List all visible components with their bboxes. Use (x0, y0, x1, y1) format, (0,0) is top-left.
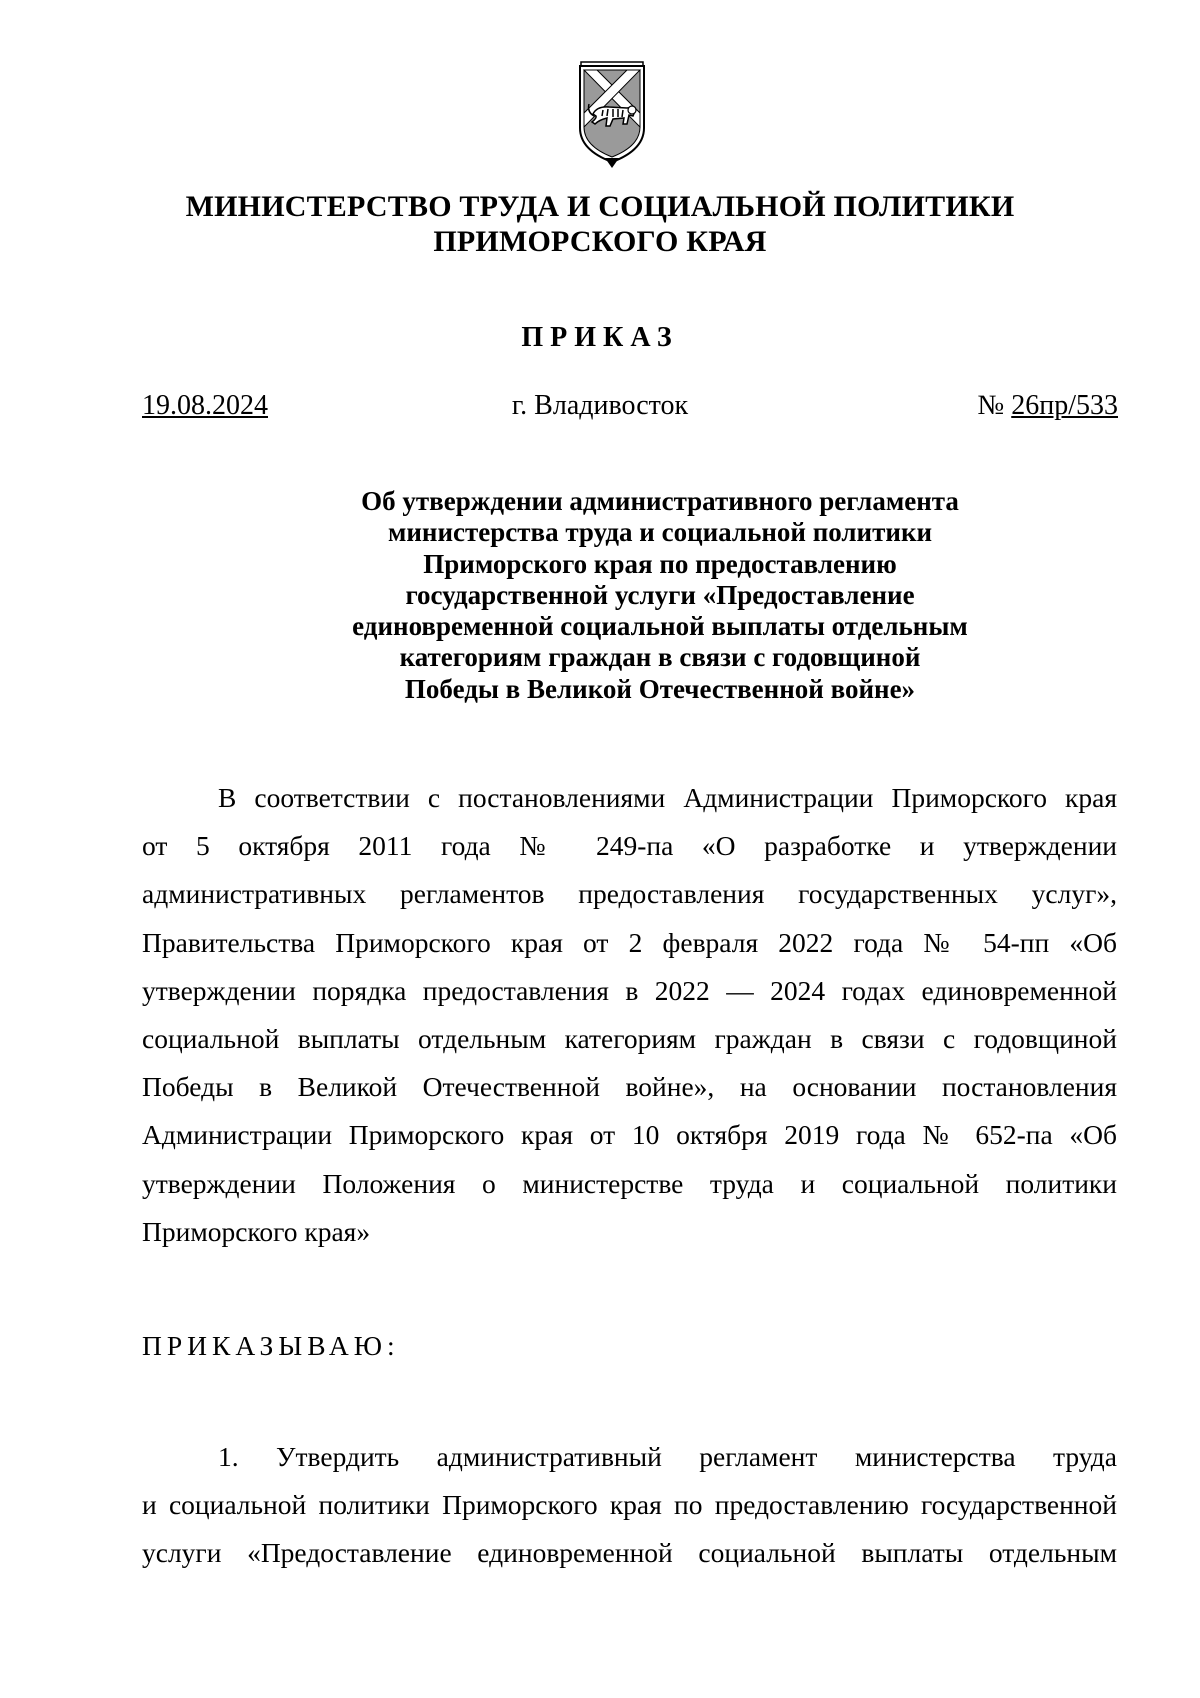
item-line: 1. Утвердить административный регламент министерства труда (218, 1441, 1117, 1472)
subject-line: категориям граждан в связи с годовщиной (399, 642, 921, 673)
preamble-line: утверждении Положения о министерстве труда и социальной политики (142, 1167, 1117, 1199)
order-number-prefix: № (977, 390, 1012, 421)
subject-line: государственной услуги «Предоставление (405, 579, 915, 610)
subject-line: министерства труда и социальной политики (387, 517, 933, 548)
item-line: услуги «Предоставление единовременной социальной выплаты отдельным (142, 1537, 1117, 1569)
preamble-line: В соответствии с постановлениями Администрации Приморского края (218, 782, 1117, 813)
ministry-name-line2: ПРИМОРСКОГО КРАЯ (433, 225, 767, 258)
item-line: и социальной политики Приморского края по предоставлению государственной (142, 1489, 1117, 1521)
order-number-value: 26пр/533 (1011, 390, 1118, 421)
order-city: г. Владивосток (511, 390, 689, 421)
ministry-name-line1: МИНИСТЕРСТВО ТРУДА И СОЦИАЛЬНОЙ ПОЛИТИКИ (185, 190, 1015, 223)
preamble-line: от 5 октября 2011 года № 249-па «О разработке и утверждении (142, 830, 1117, 862)
coat-of-arms-icon (575, 58, 649, 172)
order-subject (300, 486, 1020, 705)
preamble-paragraph (142, 774, 1117, 1256)
preamble-line: Администрации Приморского края от 10 октября 2019 года № 652-па «Об (142, 1119, 1117, 1151)
preamble-line: Приморского края» (142, 1215, 371, 1247)
orders-heading: ПРИКАЗЫВАЮ: (142, 1330, 400, 1361)
preamble-line: Победы в Великой Отечественной войне», на основании постановления (142, 1071, 1117, 1103)
order-item-1 (142, 1433, 1117, 1578)
subject-line: Победы в Великой Отечественной войне» (404, 673, 916, 704)
order-number (978, 390, 1118, 422)
order-date: 19.08.2024 (142, 390, 268, 421)
subject-line: Об утверждении административного регламента (361, 486, 959, 516)
preamble-line: утверждении порядка предоставления в 2022 — 2024 годах единовременной (142, 974, 1117, 1006)
subject-line: единовременной социальной выплаты отдельным (352, 611, 968, 642)
preamble-line: социальной выплаты отдельным категориям граждан в связи с годовщиной (142, 1022, 1117, 1054)
subject-line: Приморского края по предоставлению (423, 548, 897, 579)
preamble-line: Правительства Приморского края от 2 февраля 2022 года № 54-пп «Об (142, 926, 1117, 958)
preamble-line: административных регламентов предоставления государственных услуг», (142, 878, 1117, 910)
document-type-title: ПРИКАЗ (521, 322, 679, 353)
